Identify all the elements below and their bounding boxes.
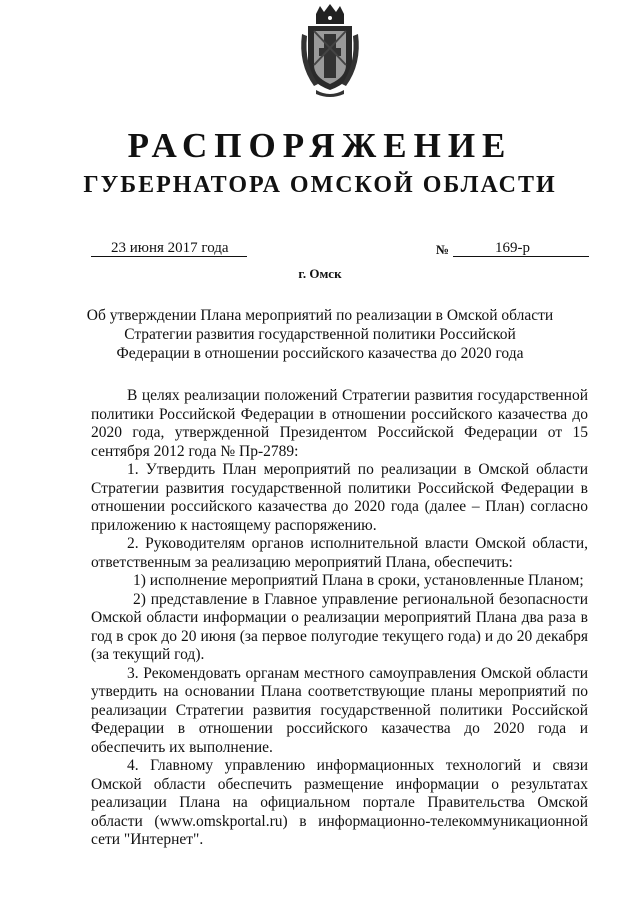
coat-of-arms-icon bbox=[294, 4, 366, 99]
body-paragraph: 2. Руководителям органов исполнительной власти Омской области, ответственным за реализацию мероприятий Плана, обеспечить: bbox=[91, 535, 588, 571]
document-number-label: № bbox=[436, 242, 450, 257]
body-paragraph: 1. Утвердить План мероприятий по реализации в Омской области Стратегии развития государственной политики Российской Федерации в отношении российского казачества до 2020 года (далее – План) согласно приложению к настоящему распоряжению. bbox=[91, 461, 588, 534]
body-paragraph: 2) представление в Главное управление региональной безопасности Омской области информации о реализации мероприятий Плана два раза в год в срок до 20 июня (за первое полугодие текущего года) и до 20 декабря (за текущий год). bbox=[91, 590, 588, 663]
document-title: РАСПОРЯЖЕНИЕ bbox=[127, 126, 513, 165]
document-heading: Об утверждении Плана мероприятий по реализации в Омской области Стратегии развития государственной политики Российской Федерации в отношении российского казачества до 2020 года bbox=[86, 307, 554, 362]
document-body bbox=[91, 387, 588, 850]
document-city: г. Омск bbox=[298, 266, 342, 281]
body-paragraph: 1) исполнение мероприятий Плана в сроки, установленные Планом; bbox=[133, 572, 584, 589]
document-number: 169-р bbox=[453, 240, 589, 257]
body-paragraph: 4. Главному управлению информационных технологий и связи Омской области обеспечить размещение информации о результатах реализации Плана на официальном портале Правительства Омской области (www.omskportal.ru) в информационно-телекоммуникационной сети "Интернет". bbox=[91, 757, 588, 848]
document-date: 23 июня 2017 года bbox=[91, 240, 247, 257]
body-paragraph: В целях реализации положений Стратегии развития государственной политики Российской Федерации в отношении российского казачества до 2020 года, утвержденной Президентом Российской Федерации от 15 сентября 2012 года № Пр-2789: bbox=[91, 387, 588, 460]
body-paragraph: 3. Рекомендовать органам местного самоуправления Омской области утвердить на основании Плана соответствующие планы мероприятий по реализации Стратегии развития государственной политики Российской Федерации в отношении российского казачества до 2020 года и обеспечить их выполнение. bbox=[91, 664, 588, 756]
document-subtitle: ГУБЕРНАТОРА ОМСКОЙ ОБЛАСТИ bbox=[83, 172, 557, 198]
